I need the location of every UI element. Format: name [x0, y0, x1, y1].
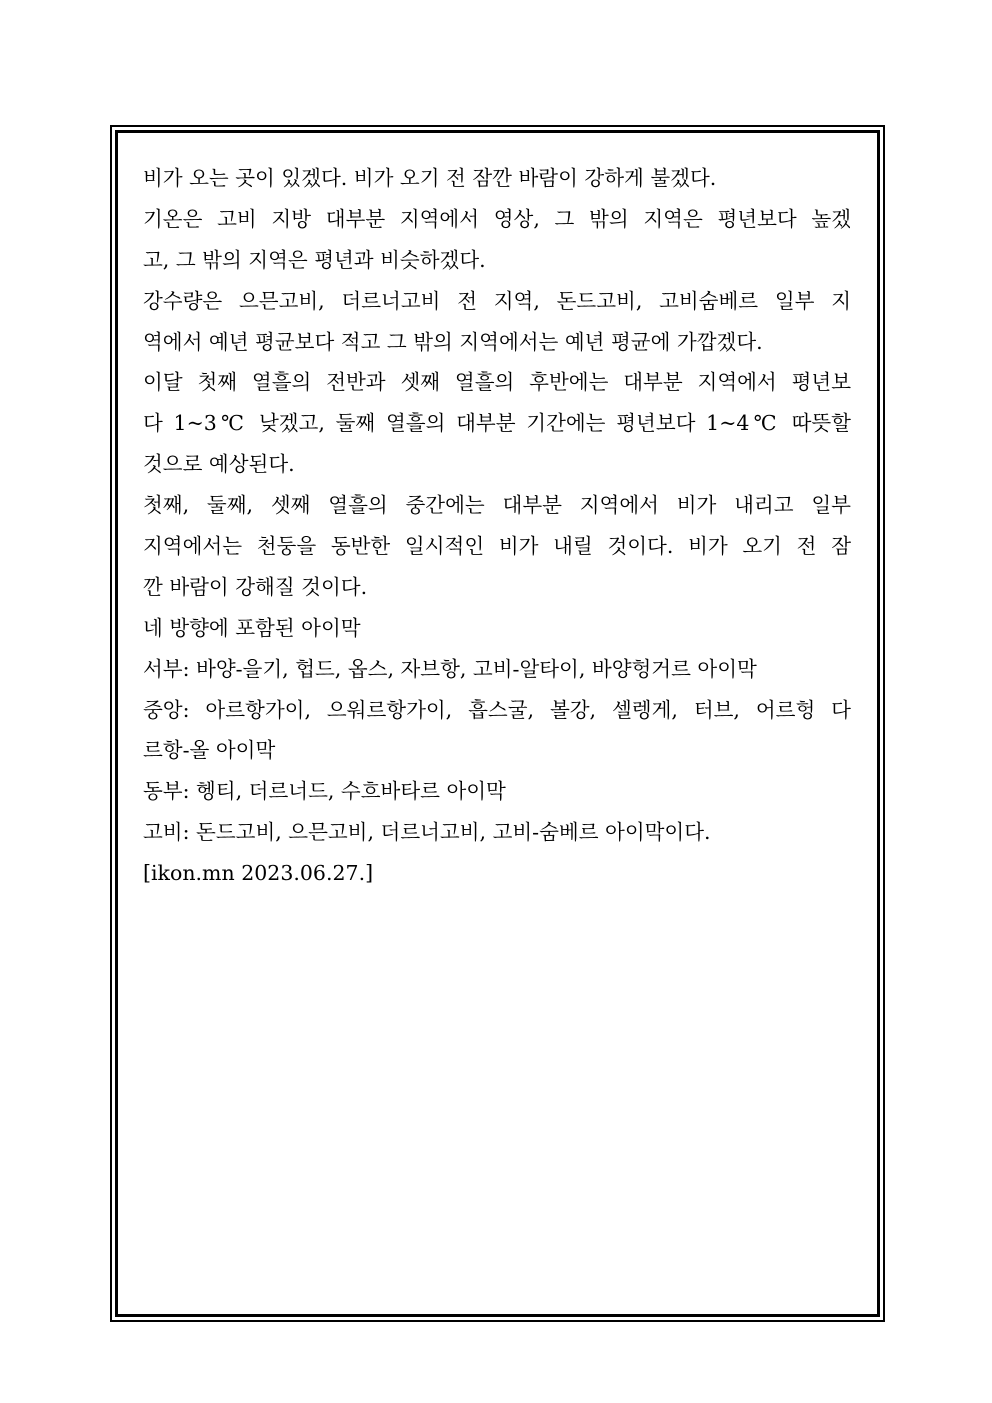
text-line: 고비: 돈드고비, 으믄고비, 더르너고비, 고비-숨베르 아이막이다.	[143, 820, 711, 845]
text-line: 다 1~3℃ 낮겠고, 둘째 열흘의 대부분 기간에는 평년보다 1~4℃ 따뜻할	[143, 411, 851, 436]
text-line: 고, 그 밖의 지역은 평년과 비슷하겠다.	[143, 247, 486, 272]
document-body	[143, 158, 851, 894]
text-line: 지역에서는 천둥을 동반한 일시적인 비가 내릴 것이다. 비가 오기 전 잠	[143, 534, 851, 559]
text-line: 동부: 헹티, 더르너드, 수흐바타르 아이막	[143, 779, 506, 804]
text-line: 르항-올 아이막	[143, 738, 276, 763]
text-line: 이달 첫째 열흘의 전반과 셋째 열흘의 후반에는 대부분 지역에서 평년보	[143, 370, 851, 395]
text-line: 깐 바람이 강해질 것이다.	[143, 574, 368, 599]
text-line: 첫째, 둘째, 셋째 열흘의 중간에는 대부분 지역에서 비가 내리고 일부	[143, 493, 851, 518]
text-line: 서부: 바양-을기, 헙드, 옵스, 자브항, 고비-알타이, 바양헝거르 아이막	[143, 656, 757, 681]
source-citation: [ikon.mn 2023.06.27.]	[143, 861, 374, 886]
text-line: 역에서 예년 평균보다 적고 그 밖의 지역에서는 예년 평균에 가깝겠다.	[143, 329, 763, 354]
text-line: 것으로 예상된다.	[143, 452, 295, 477]
text-line: 네 방향에 포함된 아이막	[143, 615, 361, 640]
text-line: 비가 오는 곳이 있겠다. 비가 오기 전 잠깐 바람이 강하게 불겠다.	[143, 166, 717, 190]
text-line: 강수량은 으믄고비, 더르너고비 전 지역, 돈드고비, 고비숨베르 일부 지	[143, 288, 851, 313]
text-line: 기온은 고비 지방 대부분 지역에서 영상, 그 밖의 지역은 평년보다 높겠	[143, 206, 851, 231]
text-line: 중앙: 아르항가이, 으워르항가이, 흡스굴, 볼강, 셀렝게, 터브, 어르헝 다	[143, 697, 851, 722]
